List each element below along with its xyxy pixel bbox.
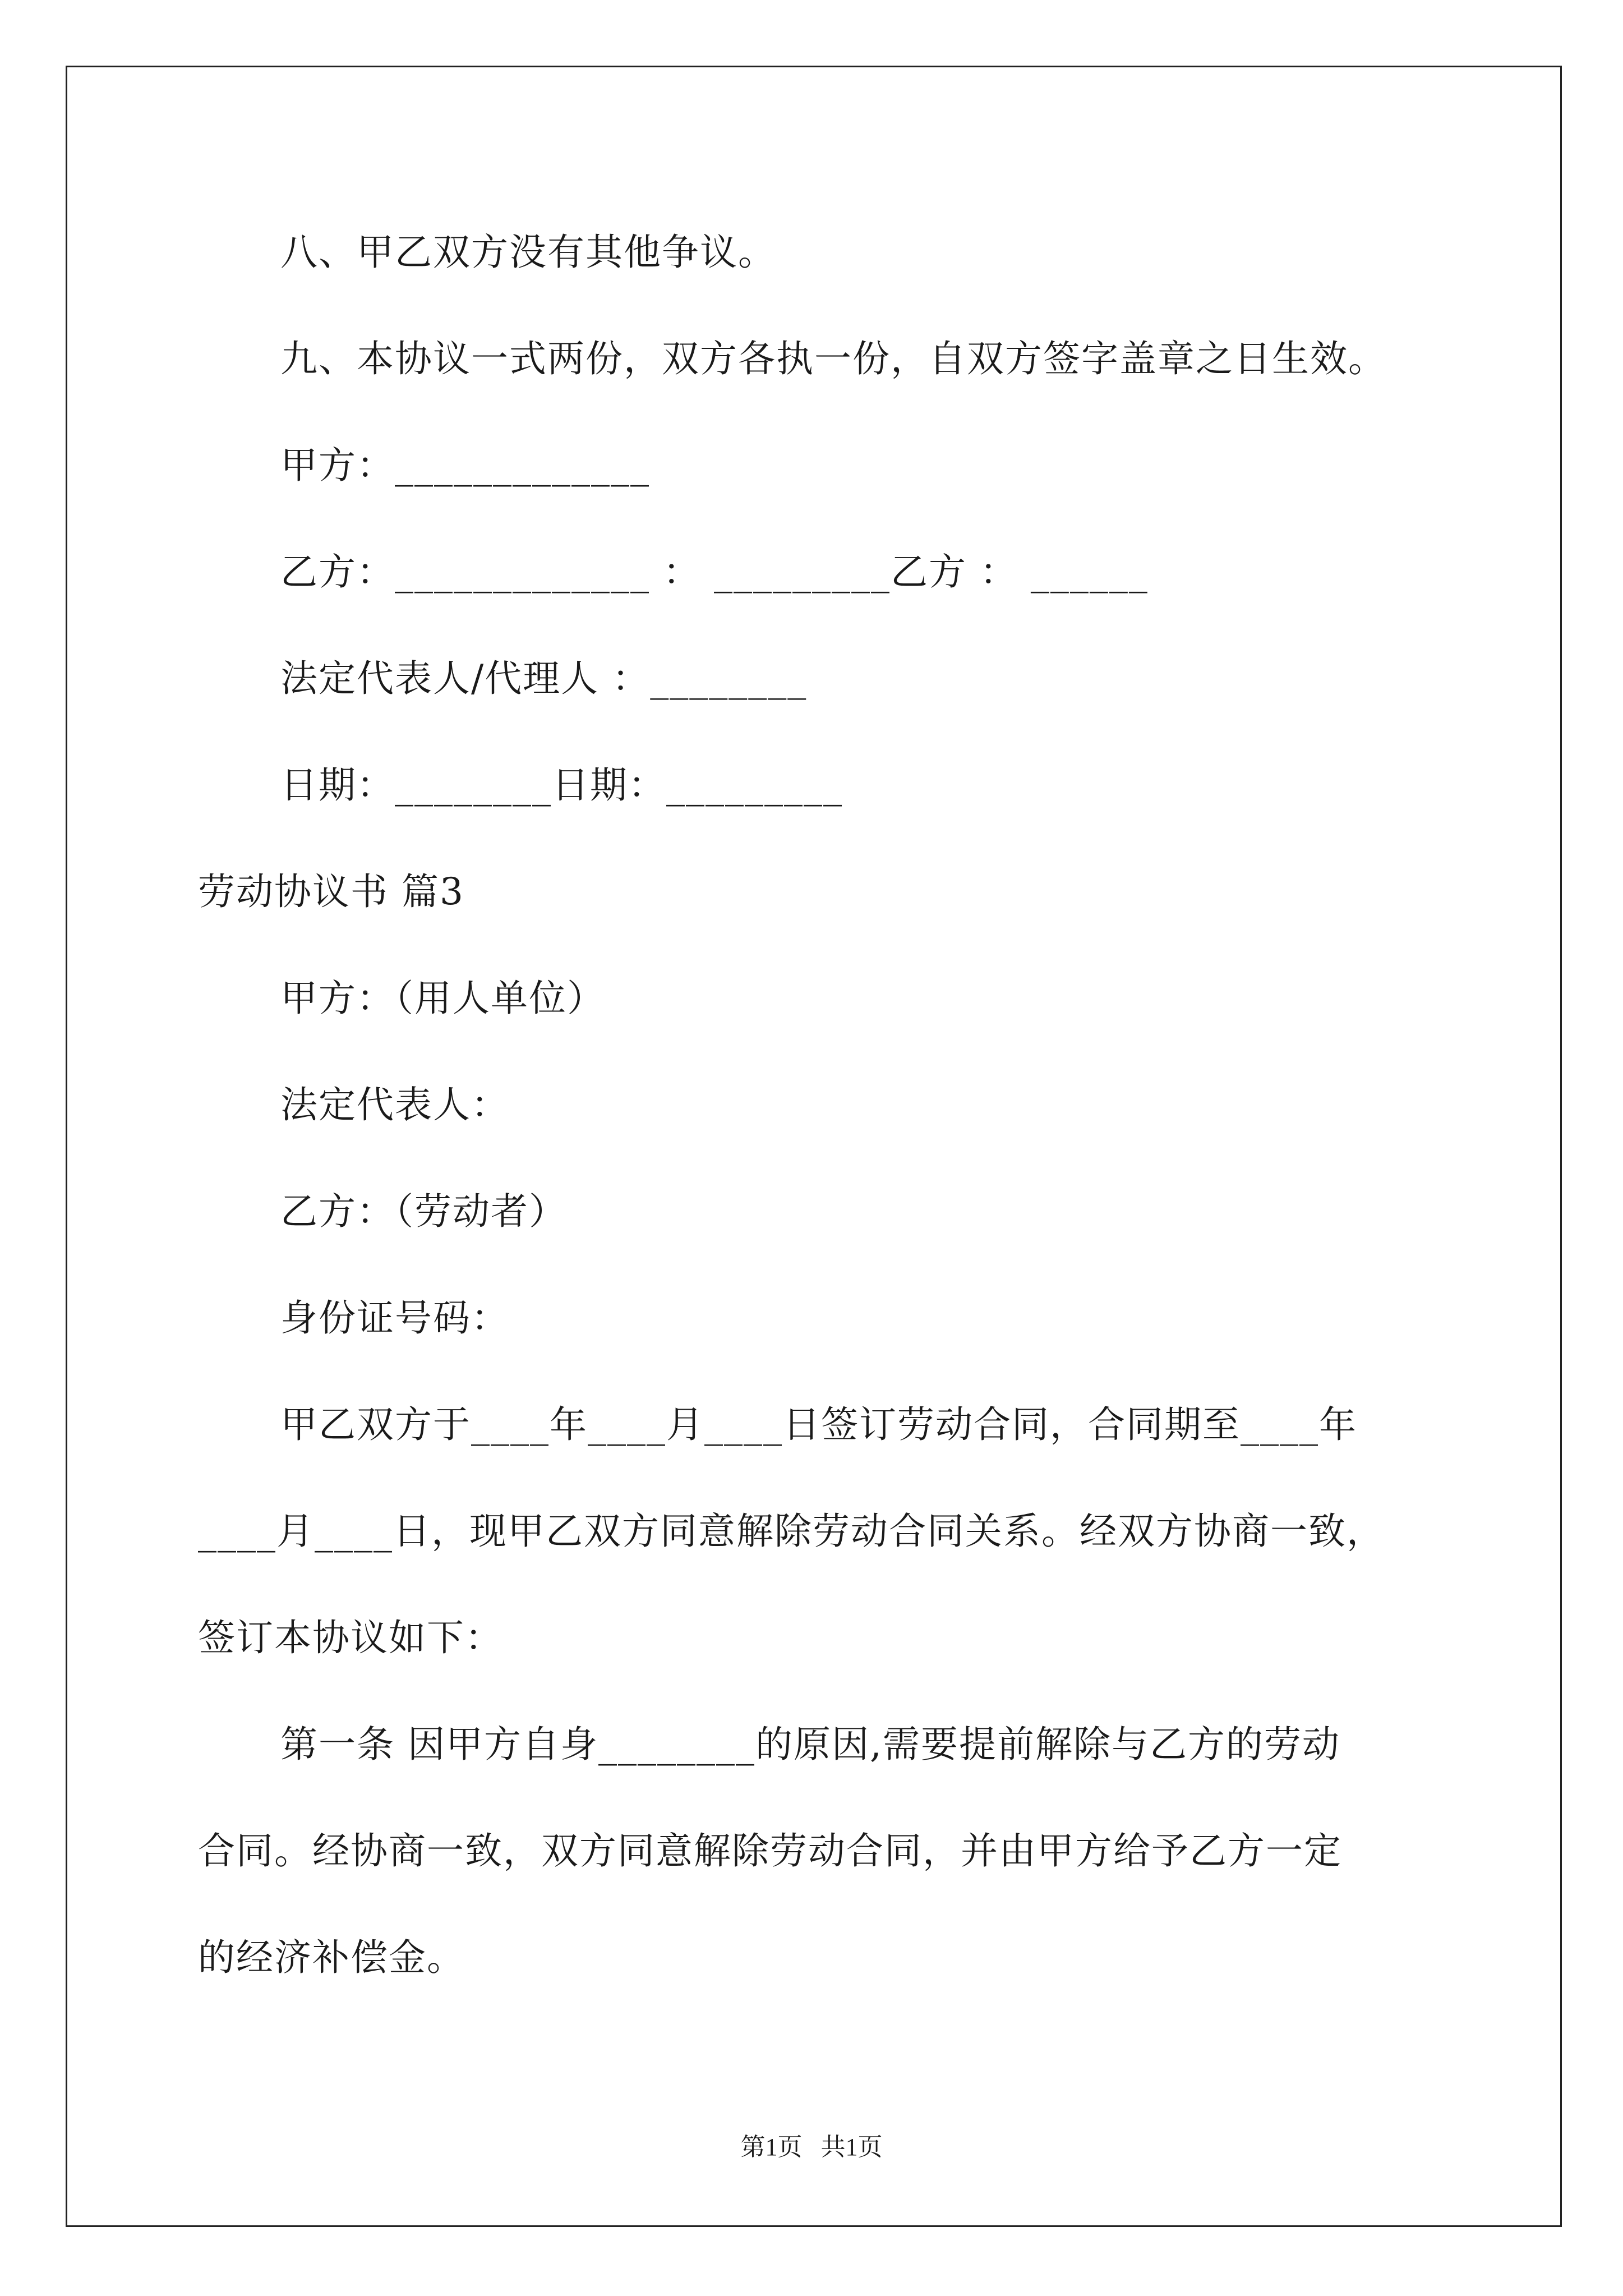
legal-representative-label: 法定代表人： xyxy=(280,1083,509,1126)
clause-9: 九、本协议一式两份，双方各执一份，自双方签字盖章之日生效。 xyxy=(280,337,1386,380)
article-1-line-1: 第一条 因甲方自身________的原因,需要提前解除与乙方的劳动 xyxy=(280,1723,1340,1766)
page-border xyxy=(66,66,1562,2227)
signature-party-b: 乙方：_____________ ： _________乙方 ： ______ xyxy=(280,550,1149,593)
section-heading: 劳动协议书 篇3 xyxy=(198,870,464,913)
preamble-line-3: 签订本协议如下： xyxy=(198,1616,503,1659)
signature-party-a: 甲方：_____________ xyxy=(280,444,650,487)
page-footer: 第1页 共1页 xyxy=(740,2133,883,2161)
id-number-label: 身份证号码： xyxy=(280,1296,509,1340)
clause-8: 八、甲乙双方没有其他争议。 xyxy=(280,231,776,274)
party-b-label: 乙方：（劳动者） xyxy=(280,1190,567,1233)
signature-representative: 法定代表人/代理人 ：________ xyxy=(280,657,808,700)
article-1-line-3: 的经济补偿金。 xyxy=(198,1936,465,1979)
preamble-line-2: ____月____日，现甲乙双方同意解除劳动合同关系。经双方协商一致， xyxy=(198,1510,1385,1553)
party-a-label: 甲方：（用人单位） xyxy=(280,977,605,1020)
signature-dates: 日期：________日期：_________ xyxy=(280,763,843,807)
preamble-line-1: 甲乙双方于____年____月____日签订劳动合同，合同期至____年 xyxy=(280,1403,1357,1446)
article-1-line-2: 合同。经协商一致，双方同意解除劳动合同，并由甲方给予乙方一定 xyxy=(198,1829,1342,1872)
